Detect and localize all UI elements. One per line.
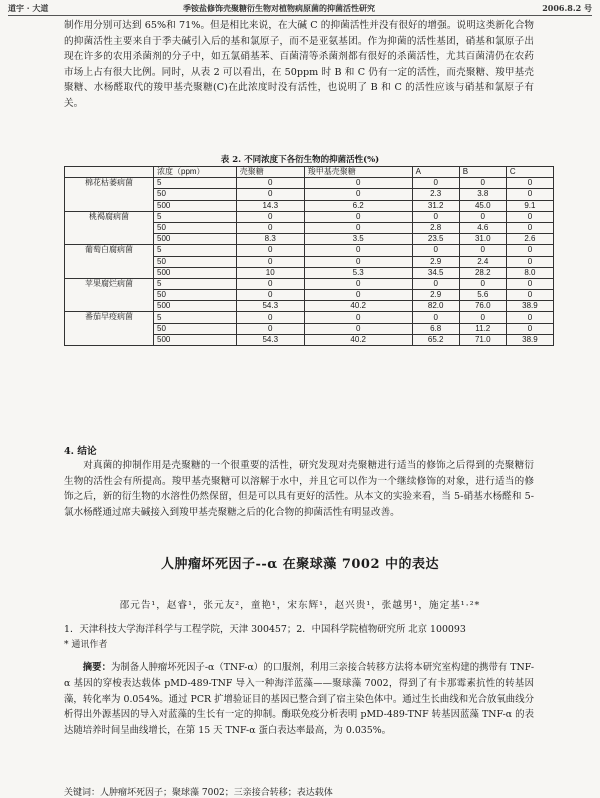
table-row [65, 222, 554, 233]
activity-cell: 0 [236, 189, 304, 200]
table-row [65, 189, 554, 200]
activity-cell: 5.6 [459, 290, 506, 301]
concentration-cell: 500 [154, 334, 237, 345]
activity-cell: 82.0 [412, 301, 459, 312]
pathogen-cell [65, 200, 154, 211]
activity-cell: 54.3 [236, 334, 304, 345]
pathogen-name: 桃褐腐病菌 [65, 211, 154, 222]
table-row [65, 334, 554, 345]
table-row [65, 267, 554, 278]
header-left: 道宇 · 大道 [8, 3, 49, 13]
activity-cell: 76.0 [459, 301, 506, 312]
activity-cell: 0 [304, 278, 412, 289]
activity-cell: 0 [459, 245, 506, 256]
activity-cell: 0 [459, 211, 506, 222]
table-header-row [65, 167, 554, 178]
activity-cell: 45.0 [459, 200, 506, 211]
table-row [65, 245, 554, 256]
activity-cell: 5.3 [304, 267, 412, 278]
activity-cell: 0 [459, 312, 506, 323]
activity-cell: 0 [506, 256, 553, 267]
table-row [65, 290, 554, 301]
section-heading: 4. 结论 [64, 446, 97, 457]
header-cell: 羧甲基壳聚糖 [304, 167, 412, 178]
activity-cell: 9.1 [506, 200, 553, 211]
activity-cell: 0 [236, 211, 304, 222]
activity-cell: 2.3 [412, 189, 459, 200]
table-row [65, 278, 554, 289]
activity-cell: 40.2 [304, 301, 412, 312]
activity-cell: 6.2 [304, 200, 412, 211]
header-cell: 浓度（ppm） [154, 167, 237, 178]
activity-cell: 23.5 [412, 234, 459, 245]
pathogen-cell [65, 189, 154, 200]
conclusion-paragraph: 对真菌的抑制作用是壳聚糖的一个很重要的活性，研究发现对壳聚糖进行适当的修饰之后得到的壳聚糖衍生物的活性会有所提高。羧甲基壳聚糖可以溶解于水中，并且它可以作为一个继续修饰的对象，进行适当的修饰之后，新的衍生物的水溶性仍然保留，但是可以具有更好的活性。从本文的实验来看，当 5-硝基水杨醛和 5-氯水杨醛通过席夫碱接入到羧甲基壳聚糖之后的化合物的抑菌活性有明显改善。 [64, 460, 534, 518]
activity-cell: 31.0 [459, 234, 506, 245]
activity-cell: 0 [304, 256, 412, 267]
concentration-cell: 5 [154, 278, 237, 289]
activity-cell: 0 [412, 312, 459, 323]
activity-cell: 0 [506, 189, 553, 200]
header-cell: A [412, 167, 459, 178]
concentration-cell: 50 [154, 323, 237, 334]
activity-cell: 0 [236, 178, 304, 189]
header-right: 2006.8.2 号 [542, 3, 592, 13]
activity-cell: 2.8 [412, 222, 459, 233]
activity-cell: 0 [304, 189, 412, 200]
activity-cell: 0 [236, 278, 304, 289]
concentration-cell: 50 [154, 290, 237, 301]
activity-cell: 0 [506, 312, 553, 323]
activity-cell: 6.8 [412, 323, 459, 334]
concentration-cell: 50 [154, 189, 237, 200]
activity-cell: 0 [412, 278, 459, 289]
table-caption: 表 2. 不同浓度下各衍生物的抑菌活性(%) [220, 155, 380, 165]
pathogen-name: 葡萄白腐病菌 [65, 245, 154, 256]
activity-cell: 38.9 [506, 334, 553, 345]
activity-cell: 11.2 [459, 323, 506, 334]
activity-cell: 54.3 [236, 301, 304, 312]
activity-cell: 3.8 [459, 189, 506, 200]
activity-cell: 0 [236, 323, 304, 334]
activity-cell: 0 [236, 312, 304, 323]
concentration-cell: 500 [154, 234, 237, 245]
pathogen-name: 苹果腐烂病菌 [65, 278, 154, 289]
table-row [65, 323, 554, 334]
activity-cell: 0 [506, 290, 553, 301]
activity-cell: 31.2 [412, 200, 459, 211]
pathogen-cell [65, 290, 154, 301]
concentration-cell: 5 [154, 211, 237, 222]
pathogen-cell [65, 301, 154, 312]
concentration-cell: 50 [154, 256, 237, 267]
table-row [65, 234, 554, 245]
header-cell: 壳聚糖 [236, 167, 304, 178]
activity-cell: 2.6 [506, 234, 553, 245]
activity-cell: 34.5 [412, 267, 459, 278]
activity-cell: 8.3 [236, 234, 304, 245]
activity-cell: 0 [506, 178, 553, 189]
activity-cell: 0 [506, 222, 553, 233]
table-row [65, 312, 554, 323]
activity-cell: 65.2 [412, 334, 459, 345]
activity-cell: 0 [412, 245, 459, 256]
abstract-label: 摘要： [82, 662, 111, 673]
activity-cell: 0 [304, 178, 412, 189]
header-cell [65, 167, 154, 178]
corresponding-author: * 通讯作者 [64, 640, 108, 650]
table-row [65, 178, 554, 189]
activity-cell: 2.4 [459, 256, 506, 267]
activity-cell: 0 [236, 245, 304, 256]
keywords: 关键词：人肿瘤坏死因子；聚球藻 7002；三亲接合转移；表达载体 [64, 788, 333, 798]
activity-cell: 0 [304, 323, 412, 334]
concentration-cell: 5 [154, 312, 237, 323]
table-row [65, 301, 554, 312]
activity-cell: 0 [459, 278, 506, 289]
activity-cell: 71.0 [459, 334, 506, 345]
activity-cell: 0 [506, 245, 553, 256]
article-affiliation: 1．天津科技大学海洋科学与工程学院，天津 300457；2．中国科学院植物研究所 北京 100093 [64, 624, 466, 635]
activity-cell: 0 [236, 290, 304, 301]
activity-cell: 0 [304, 312, 412, 323]
activity-cell: 0 [506, 278, 553, 289]
activity-cell: 0 [506, 323, 553, 334]
activity-cell: 2.9 [412, 256, 459, 267]
article-title: 人肿瘤坏死因子--α 在聚球藻 7002 中的表达 [160, 557, 440, 572]
activity-cell: 38.9 [506, 301, 553, 312]
activity-cell: 0 [304, 222, 412, 233]
activity-cell: 0 [304, 211, 412, 222]
concentration-cell: 500 [154, 301, 237, 312]
concentration-cell: 500 [154, 267, 237, 278]
activity-cell: 0 [236, 222, 304, 233]
activity-cell: 4.6 [459, 222, 506, 233]
abstract-text: 为制备人肿瘤坏死因子-α（TNF-α）的口服剂，利用三亲接合转移方法将本研究室构建的携带有 TNF-α 基因的穿梭表达载体 pMD-489-TNF 导入一种海洋蓝藻——聚球藻 7002，得到了有卡那霉素抗性的转基因藻，转化率为 0.054%。通过 PCR 扩增验证目的基因已整合到了宿主染色体中。通过生长曲线和光合放氧曲线分析得出外源基因的导入对蓝藻的生长有一定的抑制。酶联免疫分析表明 pMD-489-TNF 转基因蓝藻 TNF-α 的表达随培养时间呈曲线增长，在第 15 天 TNF-α 蛋白表达率最高，为 0.035%。 [64, 662, 534, 737]
activity-cell: 2.9 [412, 290, 459, 301]
activity-cell: 0 [412, 211, 459, 222]
activity-cell: 0 [304, 245, 412, 256]
activity-cell: 10 [236, 267, 304, 278]
running-header [8, 2, 592, 16]
concentration-cell: 50 [154, 222, 237, 233]
table-row [65, 211, 554, 222]
activity-cell: 0 [412, 178, 459, 189]
pathogen-cell [65, 323, 154, 334]
abstract [64, 660, 534, 739]
concentration-cell: 5 [154, 178, 237, 189]
activity-cell: 28.2 [459, 267, 506, 278]
pathogen-name: 棉花枯萎病菌 [65, 178, 154, 189]
activity-cell: 8.0 [506, 267, 553, 278]
intro-paragraph: 制作用分别可达到 65%和 71%。但是相比来说，在大碱 C 的抑菌活性并没有很好的增强。说明这类新化合物的抑菌活性主要来自于季夫碱引入后的基和氯原子，而不是亚氨基团。作为抑菌的活性基团，硝基和氯原子出现在许多的农用杀菌剂的分子中，如五氯硝基苯、百菌清等杀菌剂都有很好的杀菌活性，尤其百菌清仍在农药市场上占有很大比例。同时，从表 2 可以看出，在 50ppm 时 B 和 C 仍有一定的活性，而壳聚糖、羧甲基壳聚糖、水杨醛取代的羧甲基壳聚糖(C)在此浓度时没有活性，也说明了 B 和 C 的活性应该与硝基和氯原子有关。 [64, 20, 534, 109]
activity-cell: 3.5 [304, 234, 412, 245]
concentration-cell: 500 [154, 200, 237, 211]
header-title: 季铵盐修饰壳聚糖衍生物对植物病原菌的抑菌活性研究 [183, 3, 375, 13]
table-row [65, 256, 554, 267]
pathogen-cell [65, 267, 154, 278]
header-cell: B [459, 167, 506, 178]
pathogen-name: 番茄早疫病菌 [65, 312, 154, 323]
activity-cell: 14.3 [236, 200, 304, 211]
activity-cell: 0 [236, 256, 304, 267]
pathogen-cell [65, 222, 154, 233]
pathogen-cell [65, 256, 154, 267]
activity-cell: 0 [506, 211, 553, 222]
concentration-cell: 5 [154, 245, 237, 256]
pathogen-cell [65, 334, 154, 345]
header-cell: C [506, 167, 553, 178]
article-authors: 邵元告¹，赵睿¹，张元友²，童艳¹，宋东辉¹，赵兴贵¹，张越男¹，施定基¹·²* [119, 600, 481, 611]
activity-table [64, 166, 554, 346]
activity-cell: 0 [304, 290, 412, 301]
activity-cell: 40.2 [304, 334, 412, 345]
table-row [65, 200, 554, 211]
pathogen-cell [65, 234, 154, 245]
activity-cell: 0 [459, 178, 506, 189]
